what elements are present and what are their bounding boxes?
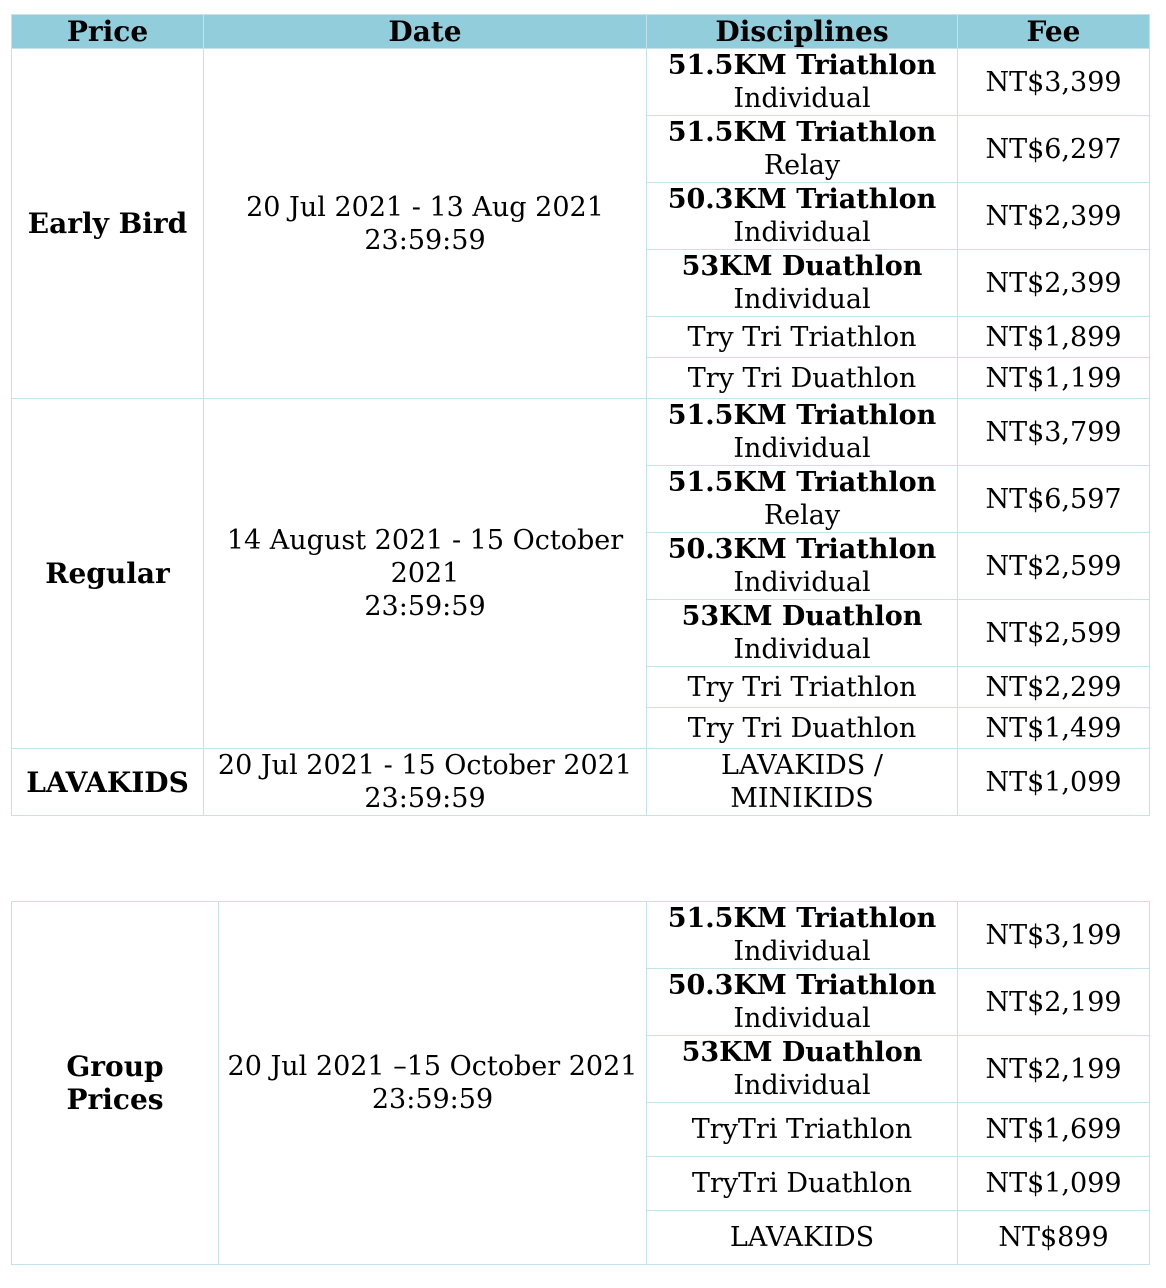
- fee-cell: NT$2,399: [958, 250, 1150, 317]
- header-disciplines: Disciplines: [647, 15, 958, 49]
- table-row: [12, 49, 1150, 116]
- discipline-cell: Try Tri Triathlon: [647, 667, 958, 708]
- discipline-cell: 53KM Duathlon Individual: [647, 1036, 958, 1103]
- discipline-cell: Try Tri Triathlon: [647, 317, 958, 358]
- discipline-cell: 53KM Duathlon Individual: [647, 250, 958, 317]
- category-early-bird: Early Bird: [12, 49, 204, 399]
- table-row: [12, 902, 1150, 969]
- discipline-cell: Try Tri Duathlon: [647, 358, 958, 399]
- discipline-cell: TryTri Triathlon: [647, 1103, 958, 1157]
- discipline-cell: 51.5KM Triathlon Relay: [647, 466, 958, 533]
- discipline-cell: 50.3KM Triathlon Individual: [647, 969, 958, 1036]
- fee-cell: NT$1,899: [958, 317, 1150, 358]
- fee-cell: NT$3,399: [958, 49, 1150, 116]
- fee-cell: NT$3,199: [958, 902, 1150, 969]
- discipline-cell: TryTri Duathlon: [647, 1157, 958, 1211]
- fee-cell: NT$2,299: [958, 667, 1150, 708]
- price-table: [11, 14, 1150, 816]
- discipline-cell: 51.5KM Triathlon Individual: [647, 49, 958, 116]
- date-early-bird: 20 Jul 2021 - 13 Aug 2021 23:59:59: [204, 49, 647, 399]
- category-group-prices: Group Prices: [12, 902, 219, 1265]
- fee-cell: NT$899: [958, 1211, 1150, 1265]
- table-row: [12, 399, 1150, 466]
- fee-cell: NT$1,199: [958, 358, 1150, 399]
- fee-cell: NT$6,297: [958, 116, 1150, 183]
- fee-cell: NT$2,199: [958, 969, 1150, 1036]
- header-price: Price: [12, 15, 204, 49]
- date-lavakids: 20 Jul 2021 - 15 October 2021 23:59:59: [204, 749, 647, 816]
- fee-cell: NT$1,099: [958, 1157, 1150, 1211]
- fee-cell: NT$2,399: [958, 183, 1150, 250]
- header-row: [12, 15, 1150, 49]
- date-group: 20 Jul 2021 –15 October 2021 23:59:59: [219, 902, 647, 1265]
- discipline-cell: LAVAKIDS / MINIKIDS: [647, 749, 958, 816]
- fee-cell: NT$3,799: [958, 399, 1150, 466]
- discipline-cell: 50.3KM Triathlon Individual: [647, 183, 958, 250]
- header-fee: Fee: [958, 15, 1150, 49]
- fee-cell: NT$1,699: [958, 1103, 1150, 1157]
- discipline-cell: 51.5KM Triathlon Relay: [647, 116, 958, 183]
- fee-cell: NT$2,599: [958, 600, 1150, 667]
- fee-cell: NT$2,199: [958, 1036, 1150, 1103]
- fee-cell: NT$1,099: [958, 749, 1150, 816]
- header-date: Date: [204, 15, 647, 49]
- fee-cell: NT$1,499: [958, 708, 1150, 749]
- date-regular: 14 August 2021 - 15 October 2021 23:59:59: [204, 399, 647, 749]
- discipline-cell: 51.5KM Triathlon Individual: [647, 902, 958, 969]
- discipline-cell: Try Tri Duathlon: [647, 708, 958, 749]
- discipline-cell: 53KM Duathlon Individual: [647, 600, 958, 667]
- discipline-cell: LAVAKIDS: [647, 1211, 958, 1265]
- group-price-table: [11, 901, 1150, 1265]
- fee-cell: NT$2,599: [958, 533, 1150, 600]
- category-lavakids: LAVAKIDS: [12, 749, 204, 816]
- discipline-cell: 51.5KM Triathlon Individual: [647, 399, 958, 466]
- category-regular: Regular: [12, 399, 204, 749]
- fee-cell: NT$6,597: [958, 466, 1150, 533]
- table-row: [12, 749, 1150, 816]
- discipline-cell: 50.3KM Triathlon Individual: [647, 533, 958, 600]
